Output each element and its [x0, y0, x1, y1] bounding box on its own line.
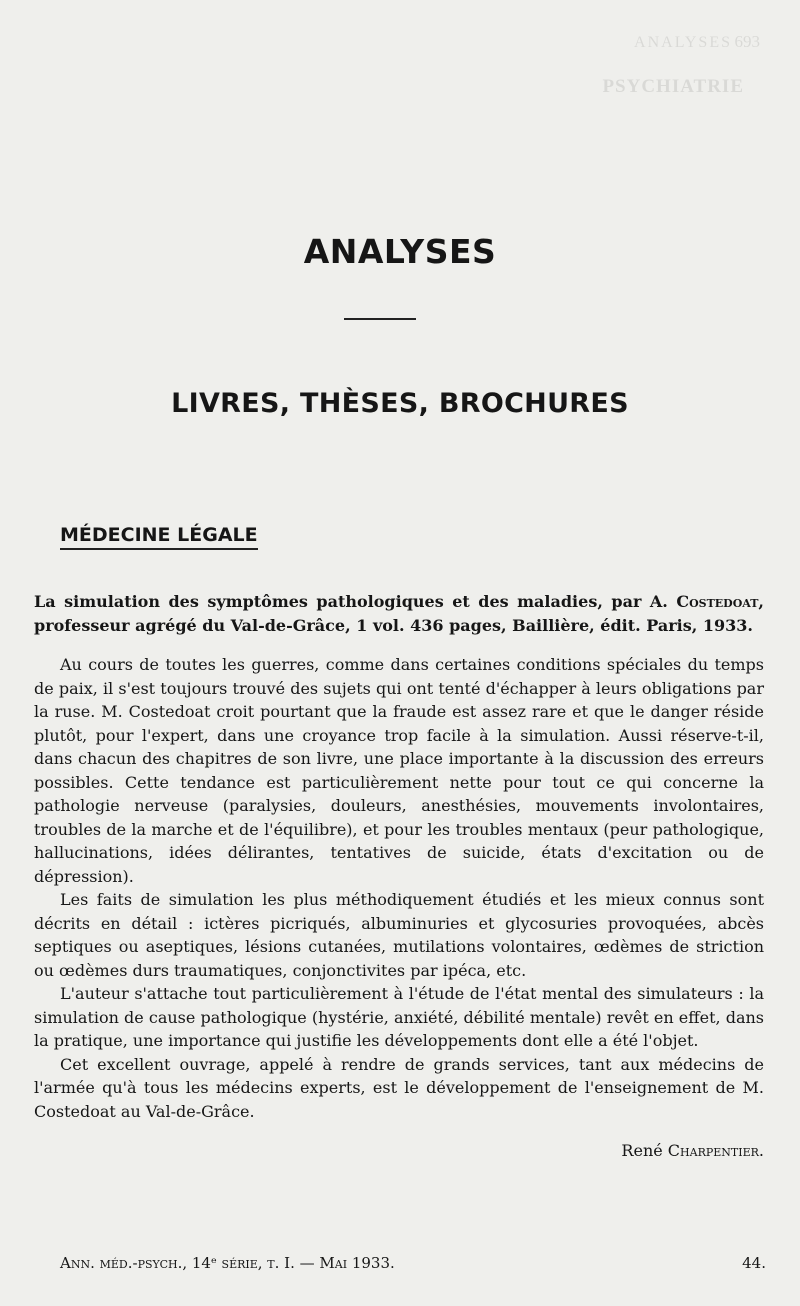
review-paragraph: Au cours de toutes les guerres, comme dans certaines conditions spéciales du temps de paix, il s'est toujours trouvé des sujets qui ont tenté d'échapper à leurs obligations par la ruse. M. Costedoat croit pourtant que la fraude est assez rare et que le danger réside plutôt, pour l'expert, dans une croyance trop facile à la simulation. Aussi réserve-t-il, dans chacun des chapitres de son livre, une place importante à la discussion des erreurs possibles. Cette tendance est particulièrement nette pour tout ce qui concerne la pathologie nerveuse (paralysies, douleurs, anesthésies, mouvements involontaires, troubles de la marche et de l'équilibre), et pour les troubles mentaux (peur pathologique, hallucinations, idées délirantes, tentatives de suicide, états d'excitation ou de dépression).	[34, 655, 764, 886]
section-title: MÉDECINE LÉGALE	[60, 524, 258, 550]
journal-citation: Ann. méd.-psych., 14ᵉ série, t. I. — Mai 1933.	[60, 1254, 395, 1272]
book-details: , professeur agrégé du Val-de-Grâce, 1 vol. 436 pages, Baillière, édit. Paris, 1933.	[34, 592, 764, 635]
review-paragraph: Les faits de simulation les plus méthodiquement étudiés et les mieux connus sont décrits en détail : ictères picriqués, albuminuries et glycosuries provoquées, abcès septiques ou aseptiques, lésions cutanées, mutilations volontaires, œdèmes de striction ou œdèmes durs traumatiques, conjonctivites par ipéca, etc.	[34, 890, 764, 980]
review-article	[34, 590, 764, 1163]
page-footer	[60, 1254, 766, 1272]
page-subheading: LIVRES, THÈSES, BROCHURES	[171, 388, 629, 419]
review-paragraph: Cet excellent ouvrage, appelé à rendre de grands services, tant aux médecins de l'armée qu'à tous les médecins experts, est le développement de l'enseignement de M. Costedoat au Val-de-Grâce.	[34, 1054, 764, 1121]
bleed-through-section-label: PSYCHIATRIE	[602, 76, 744, 97]
book-title: La simulation des symptômes pathologiques et des maladies, par A.	[34, 592, 677, 611]
reviewer-first-name: René	[621, 1141, 668, 1160]
review-paragraph: L'auteur s'attache tout particulièrement à l'étude de l'état mental des simulateurs : la simulation de cause pathologique (hystérie, anxiété, débilité mentale) revêt en effet, dans la pratique, une importance qui justifie les développements dont elle a été l'objet.	[34, 984, 764, 1050]
heading-divider	[344, 318, 416, 320]
reviewer-signature	[34, 1139, 764, 1163]
bleed-through-header: ANALYSES	[634, 34, 732, 51]
book-author: Costedoat	[676, 592, 759, 611]
bleed-through-page-number: 693	[734, 32, 760, 51]
page-number: 44.	[742, 1254, 766, 1272]
page-heading: ANALYSES	[303, 232, 497, 271]
book-reference	[34, 590, 764, 637]
reviewer-last-name: Charpentier.	[667, 1141, 764, 1160]
